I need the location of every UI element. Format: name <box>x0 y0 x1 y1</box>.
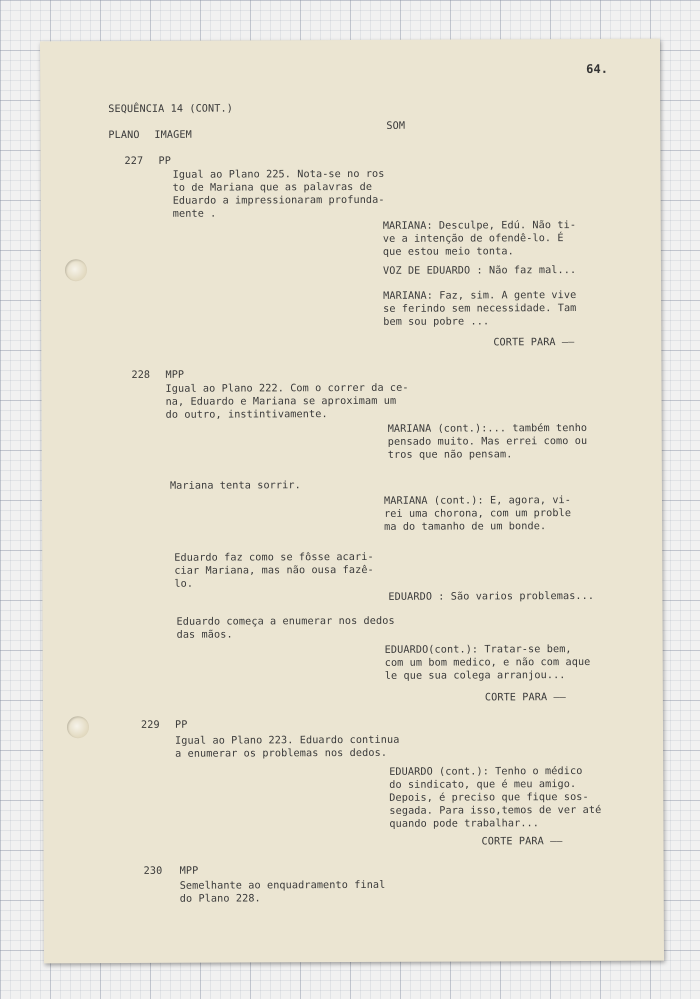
sound-line: ma do tamanho de um bonde. <box>384 521 547 533</box>
image-line: Eduardo a impressionaram profunda- <box>172 194 385 207</box>
action-line: ciar Mariana, mas não ousa fazê- <box>174 564 374 577</box>
action-line: das mãos. <box>176 629 233 641</box>
sound-line: MARIANA (cont.):... também tenho <box>387 422 588 435</box>
action-line: Mariana tenta sorrir. <box>169 480 301 492</box>
image-line: Igual ao Plano 222. Com o correr da ce- <box>165 382 409 395</box>
image-line: mente . <box>172 208 217 220</box>
image-line: Semelhante ao enquadramento final <box>179 879 386 892</box>
image-line: a enumerar os problemas nos dedos. <box>175 747 388 760</box>
column-header-imagem: IMAGEM <box>154 129 192 141</box>
cut-instruction: CORTE PARA —— <box>484 692 566 704</box>
sequence-heading: SEQUÊNCIA 14 (CONT.) <box>108 103 233 116</box>
action-line: Eduardo começa a enumerar nos dedos <box>176 615 395 628</box>
sound-line: segada. Para isso,temos de ver até <box>389 804 602 817</box>
sound-line: MARIANA (cont.): E, agora, vi- <box>383 495 572 507</box>
image-line: Igual ao Plano 223. Eduardo continua <box>175 734 400 747</box>
sound-line: MARIANA: Desculpe, Edú. Não ti- <box>382 220 577 232</box>
sound-line: que estou meio tonta. <box>382 246 514 258</box>
sound-line: le que sua colega arranjou... <box>384 670 566 682</box>
image-line: do Plano 228. <box>179 893 261 905</box>
image-line: Igual ao Plano 225. Nota-se no ros <box>172 168 385 181</box>
column-header-som: SOM <box>386 120 406 132</box>
sound-line: EDUARDO (cont.): Tenho o médico <box>389 765 583 778</box>
cut-instruction: CORTE PARA —— <box>493 337 575 349</box>
shot-type: MPP <box>179 865 199 877</box>
sound-line: tros que não pensam. <box>387 449 513 461</box>
page-number: 64. <box>586 61 609 76</box>
shot-type: PP <box>158 155 172 167</box>
sound-line: do sindicato, que é meu amigo. <box>389 779 577 791</box>
shot-type: PP <box>174 719 188 731</box>
shot-number: 230 <box>143 865 163 877</box>
shot-number: 229 <box>140 719 160 731</box>
sound-line: rei uma chorona, com um proble <box>384 508 572 520</box>
punch-hole-bottom <box>67 716 89 738</box>
shot-type: MPP <box>165 369 185 381</box>
action-line: lo. <box>174 578 194 590</box>
sound-line: se ferindo sem necessidade. Tam <box>383 303 577 315</box>
punch-hole-top <box>65 259 87 281</box>
cut-instruction: CORTE PARA —— <box>481 836 563 848</box>
sound-line: quando pode trabalhar... <box>389 818 540 830</box>
sound-line: EDUARDO(cont.): Tratar-se bem, <box>384 644 572 656</box>
sound-line: bem sou pobre ... <box>383 316 490 328</box>
shot-number: 227 <box>124 155 144 167</box>
sound-line: VOZ DE EDUARDO : Não faz mal... <box>382 265 577 277</box>
sound-line: pensado muito. Mas errei como ou <box>387 435 588 448</box>
action-line: Eduardo faz como se fôsse acari- <box>174 551 374 564</box>
image-line: to de Mariana que as palavras de <box>172 181 373 194</box>
image-line: do outro, instintivamente. <box>165 409 328 421</box>
image-line: na, Eduardo e Mariana se aproximam um <box>165 395 397 408</box>
column-header-plano: PLANO <box>108 129 140 142</box>
sound-line: ve a intenção de ofendê-lo. É <box>382 233 564 245</box>
sound-line: com um bom medico, e não com aque <box>384 656 591 669</box>
sound-line: Depois, é preciso que fique sos- <box>389 791 589 804</box>
script-page <box>40 39 664 964</box>
sound-line: EDUARDO : São varios problemas... <box>388 590 595 603</box>
sound-line: MARIANA: Faz, sim. A gente vive <box>383 290 577 302</box>
shot-number: 228 <box>131 369 151 381</box>
